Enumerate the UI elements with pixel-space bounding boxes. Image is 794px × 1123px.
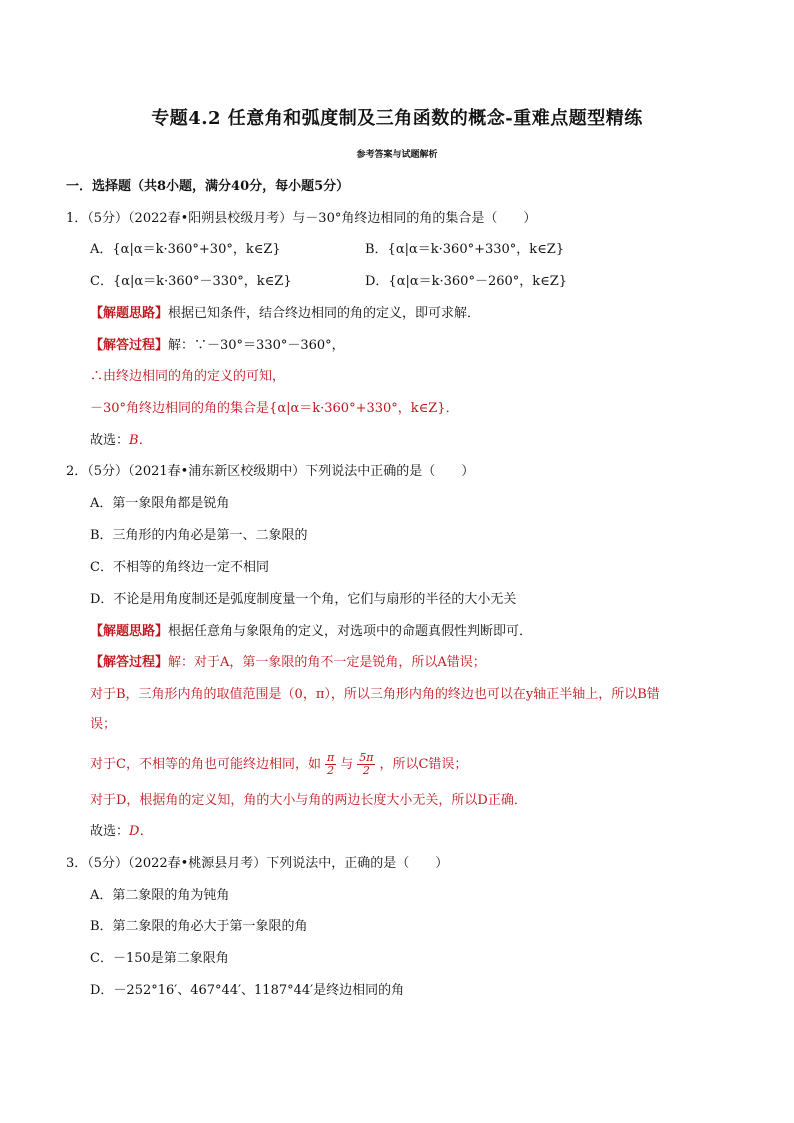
q1-stem: 1．（5分）（2022春•阳朔县校级月考）与－30°角终边相同的角的集合是（ ） [66,211,537,226]
fraction-denominator: 2 [327,764,335,777]
q1-proc-tag: 【解答过程】 [90,338,169,353]
q2-idea-tag: 【解题思路】 [90,624,169,639]
q1-answer-value: B． [129,433,152,448]
q1-idea-tag: 【解题思路】 [90,306,169,321]
q3-option-c: C．－150是第二象限角 [90,951,229,966]
q1-option-b: B．{α|α＝k·360°+330°，k∈Z} [365,242,565,257]
q2-proc-line3-mid: 与 [340,757,354,772]
q2-proc-line3 [90,752,467,777]
q2-proc-line4: 对于D，根据角的定义知，角的大小与角的两边长度大小无关，所以D正确． [90,793,527,808]
q2-option-b: B．三角形的内角必是第一、二象限的 [90,528,308,543]
q2-proc-line2: 对于B，三角形内角的取值范围是（0，π），所以三角形内角的终边也可以在y轴正半轴上，所以B错 [90,687,660,702]
q2-proc-line3-post: ，所以C错误； [379,757,468,772]
q1-proc-line3: －30°角终边相同的角的集合是{α|α＝k·360°+330°，k∈Z}． [90,401,459,416]
fraction-numerator: π [326,751,335,764]
q2-option-d: D．不论是用角度制还是弧度制度量一个角，它们与扇形的半径的大小无关 [90,592,517,607]
q1-proc-text: 解：∵－30°＝330°－360°， [168,338,345,353]
q1-answer-label: 故选： [90,433,130,448]
q1-proc-line2: ∴由终边相同的角的定义的可知， [90,369,286,384]
fraction-denominator: 2 [362,764,370,777]
fraction-pi-over-2 [325,752,336,777]
q2-process [90,654,486,672]
q2-answer-label: 故选： [90,824,130,839]
q1-idea [90,305,480,323]
page-subtitle: 参考答案与试题解析 [356,150,438,160]
q3-option-a: A．第二象限的角为钝角 [90,888,230,903]
q2-proc-tag: 【解答过程】 [90,655,169,670]
section-heading: 一．选择题（共8小题，满分40分，每小题5分） [66,179,350,194]
q2-proc-line2b: 误； [90,717,117,732]
q2-idea-text: 根据任意角与象限角的定义，对选项中的命题真假性判断即可． [168,624,533,639]
q1-idea-text: 根据已知条件，结合终边相同的角的定义，即可求解． [168,306,481,321]
q3-option-d: D．－252°16′、467°44′、1187°44′是终边相同的角 [90,983,405,998]
q1-option-c: C．{α|α＝k·360°－330°，k∈Z} [90,274,292,289]
q1-option-d: D．{α|α＝k·360°－260°，k∈Z} [365,274,568,289]
q1-answer [90,432,152,450]
q3-option-b: B．第二象限的角必大于第一象限的角 [90,919,308,934]
fraction-5pi-over-2 [357,752,375,777]
q2-answer [90,823,152,841]
q1-process [90,337,345,355]
q2-proc-text: 解：对于A，第一象限的角不一定是锐角，所以A错误； [168,655,486,670]
q3-stem: 3．（5分）（2022春•桃源县月考）下列说法中，正确的是（ ） [66,856,449,871]
page-title: 专题4.2 任意角和弧度制及三角函数的概念-重难点题型精练 [151,108,643,129]
q2-stem: 2．（5分）（2021春•浦东新区校级期中）下列说法中正确的是（ ） [66,464,475,479]
q2-proc-line3-pre: 对于C，不相等的角也可能终边相同，如 [90,757,321,772]
q2-option-a: A．第一象限角都是锐角 [90,496,230,511]
q2-answer-value: D． [129,824,153,839]
q2-idea [90,623,532,641]
fraction-numerator: 5π [359,751,374,764]
q1-option-a: A．{α|α＝k·360°+30°，k∈Z} [90,242,281,257]
q2-option-c: C．不相等的角终边一定不相同 [90,560,269,575]
